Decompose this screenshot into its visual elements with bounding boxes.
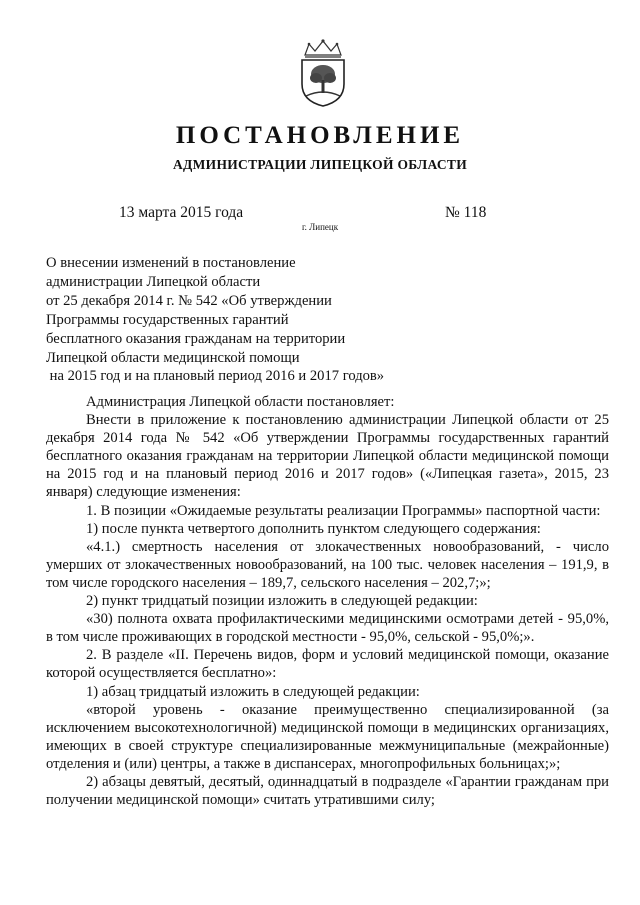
body-paragraph: Внести в приложение к постановлению администрации Липецкой области от 25 декабря 2014 года № 542 «Об утверждении Программы государственных гарантий бесплатного оказания гражданам на территории Липецкой области медицинской помощи на 2015 год и на плановый период 2016 и 2017 годов» («Липецкая газета», 2015, 23 января) следующие изменения: (46, 412, 609, 501)
subject-line: О внесении изменений в постановление (46, 255, 296, 271)
document-body (46, 393, 609, 809)
subject-line: от 25 декабря 2014 г. № 542 «Об утверждении (46, 292, 332, 309)
body-paragraph: 1) после пункта четвертого дополнить пунктом следующего содержания: (86, 520, 541, 537)
coat-of-arms-icon (296, 38, 350, 108)
body-paragraph: «30) полнота охвата профилактическими медицинскими осмотрами детей - 95,0%, в том числе проживающих в городской местности - 95,0%, сельской - 95,0%;». (46, 611, 609, 646)
subject-line: Программы государственных гарантий (46, 311, 289, 328)
document-title: ПОСТАНОВЛЕНИЕ (175, 122, 465, 149)
body-paragraph: 2) пункт тридцатый позиции изложить в следующей редакции: (86, 593, 478, 610)
subject-line: бесплатного оказания гражданам на территории (46, 330, 346, 347)
subject-line: администрации Липецкой области (46, 273, 261, 290)
body-paragraph: «второй уровень - оказание преимущественно специализированной (за исключением высокотехнологичной) медицинской помощи в медицинских организациях, имеющих в своей структуре специализированные межмуниципальные (межрайонные) отделения и (или) центры, а также в диспансерах, многопрофильных больницах;»; (46, 701, 609, 772)
body-paragraph: Администрация Липецкой области постановляет: (86, 394, 395, 410)
body-paragraph: 2. В разделе «II. Перечень видов, форм и условий медицинской помощи, оказание которой осуществляется бесплатно»: (46, 647, 609, 682)
issuing-authority: АДМИНИСТРАЦИИ ЛИПЕЦКОЙ ОБЛАСТИ (172, 157, 468, 172)
document-subject (46, 254, 446, 386)
document-city: г. Липецк (302, 222, 339, 232)
subject-line: Липецкой области медицинской помощи (46, 349, 300, 366)
document-date: 13 марта 2015 года (119, 204, 244, 221)
body-paragraph: «4.1.) смертность населения от злокачественных новообразований, - число умерших от злокачественных новообразований, на 100 тыс. человек населения – 191,9, в том числе городского населения – 189,7, сельского населения – 202,7;»; (46, 538, 609, 591)
body-paragraph: 2) абзацы девятый, десятый, одиннадцатый в подразделе «Гарантии гражданам при получении медицинской помощи» считать утратившими силу; (46, 773, 609, 809)
subject-line: на 2015 год и на плановый период 2016 и 2017 годов» (46, 368, 385, 385)
document-number: № 118 (445, 204, 487, 221)
body-paragraph: 1. В позиции «Ожидаемые результаты реализации Программы» паспортной части: (86, 502, 601, 519)
body-paragraph: 1) абзац тридцатый изложить в следующей редакции: (86, 683, 420, 700)
